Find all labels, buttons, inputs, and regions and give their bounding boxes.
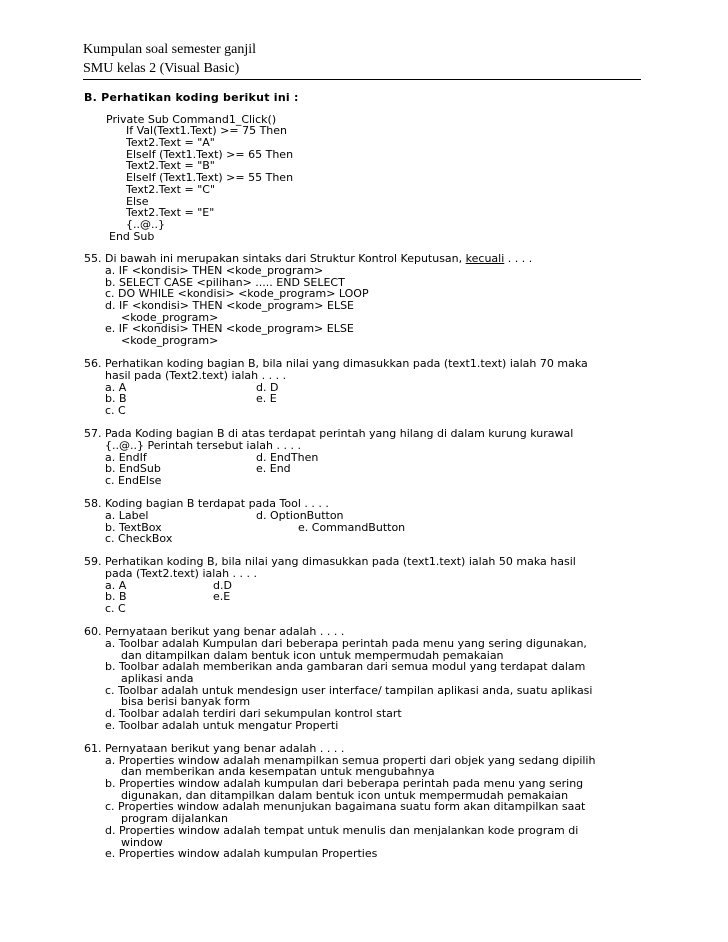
option-e-continued: <kode_program>: [121, 334, 219, 348]
header-line-1: Kumpulan soal semester ganjil: [83, 42, 257, 57]
code-line: Text2.Text = "E": [126, 206, 215, 220]
question-59: [84, 556, 644, 614]
option-e: e. End: [256, 462, 291, 476]
option-d: d. IF <kondisi> THEN <kode_program> ELSE: [105, 299, 354, 313]
question-number: 61.: [84, 742, 102, 756]
option-a-continued: dan ditampilkan dalam bentuk icon untuk mempermudah pemakaian: [121, 648, 504, 662]
header-line-2: SMU kelas 2 (Visual Basic): [83, 61, 240, 76]
option-c: c. DO WHILE <kondisi> <kode_program> LOOP: [105, 287, 369, 301]
header-divider: [83, 79, 641, 80]
option-e: e. Toolbar adalah untuk mengatur Properti: [105, 718, 339, 732]
question-56: [84, 358, 644, 416]
code-line: Private Sub Command1_Click(): [106, 112, 277, 126]
option-e: e. E: [256, 392, 277, 406]
question-text: Pernyataan berikut yang benar adalah . . . .: [105, 742, 345, 756]
option-b: b. SELECT CASE <pilihan> ..... END SELECT: [105, 275, 345, 289]
option-a: a. Toolbar adalah Kumpulan dari beberapa perintah pada menu yang sering digunakan,: [105, 637, 587, 651]
question-text: Di bawah ini merupakan sintaks dari Struktur Kontrol Keputusan, kecuali . . . .: [105, 252, 533, 266]
question-text: Pernyataan berikut yang benar adalah . . . .: [105, 625, 345, 639]
option-d: d. D: [256, 380, 279, 394]
question-number: 55.: [84, 252, 102, 266]
document-body: [84, 92, 644, 871]
question-number: 58.: [84, 497, 102, 511]
option-b: b. Properties window adalah kumpulan dari beberapa perintah pada menu yang sering: [105, 777, 584, 791]
question-55: [84, 253, 644, 347]
option-d: d. Properties window adalah tempat untuk menulis dan menjalankan kode program di: [105, 823, 579, 837]
question-text-continued: hasil pada (Text2.text) ialah . . . .: [105, 368, 287, 382]
option-e: e.E: [213, 590, 231, 604]
option-c: c. Toolbar adalah untuk mendesign user interface/ tampilan aplikasi anda, suatu aplikasi: [105, 683, 593, 697]
code-line: Text2.Text = "A": [126, 136, 215, 150]
option-b: b. B: [105, 590, 127, 604]
question-text: Pada Koding bagian B di atas terdapat perintah yang hilang di dalam kurung kurawal: [105, 427, 574, 441]
question-number: 60.: [84, 625, 102, 639]
option-a: a. IF <kondisi> THEN <kode_program>: [105, 263, 324, 277]
option-c-continued: program dijalankan: [121, 812, 228, 826]
option-c: c. EndElse: [105, 473, 162, 487]
option-d-continued: <kode_program>: [121, 310, 219, 324]
option-b: b. TextBox: [105, 520, 162, 534]
option-c: c. Properties window adalah menunjukan bagaimana suatu form akan ditampilkan saat: [105, 800, 586, 814]
question-text-continued: {..@..} Perintah tersebut ialah . . . .: [105, 438, 301, 452]
option-e: e. CommandButton: [298, 520, 406, 534]
option-c: c. CheckBox: [105, 532, 173, 546]
option-a: a. A: [105, 578, 127, 592]
section-title: B. Perhatikan koding berikut ini :: [84, 91, 299, 104]
underlined-word: kecuali: [465, 252, 505, 266]
option-a: a. Properties window adalah menampilkan semua properti dari objek yang sedang dipilih: [105, 753, 596, 767]
option-e: e. Properties window adalah kumpulan Properties: [105, 847, 378, 861]
code-line: If Val(Text1.Text) >= 75 Then: [126, 124, 288, 138]
code-line: {..@..}: [126, 217, 165, 231]
option-e: e. IF <kondisi> THEN <kode_program> ELSE: [105, 322, 354, 336]
option-d-continued: window: [121, 835, 163, 849]
option-b: b. EndSub: [105, 462, 161, 476]
code-block: [106, 114, 644, 243]
option-c-continued: bisa berisi banyak form: [121, 695, 251, 709]
option-a: a. EndIf: [105, 450, 147, 464]
question-text: Koding bagian B terdapat pada Tool . . . .: [105, 497, 329, 511]
option-b-continued: digunakan, dan ditampilkan dalam bentuk icon untuk mempermudah pemakaian: [121, 788, 569, 802]
option-b: b. Toolbar adalah memberikan anda gambaran dari semua modul yang terdapat dalam: [105, 660, 586, 674]
code-line: Text2.Text = "C": [126, 182, 215, 196]
question-58: [84, 498, 644, 545]
option-a-continued: dan memberikan anda kesempatan untuk mengubahnya: [121, 765, 435, 779]
question-60: [84, 626, 644, 731]
question-number: 59.: [84, 555, 102, 569]
option-b: b. B: [105, 392, 127, 406]
option-a: a. A: [105, 380, 127, 394]
question-text-continued: pada (Text2.text) ialah . . . .: [105, 567, 258, 581]
code-line: ElseIf (Text1.Text) >= 65 Then: [126, 147, 294, 161]
option-c: c. C: [105, 404, 126, 418]
option-d: d. OptionButton: [256, 508, 344, 522]
code-line: End Sub: [109, 229, 155, 243]
code-line: Else: [126, 194, 149, 208]
question-text: Perhatikan koding bagian B, bila nilai yang dimasukkan pada (text1.text) ialah 70 maka: [105, 357, 588, 371]
option-b-continued: aplikasi anda: [121, 672, 194, 686]
question-57: [84, 428, 644, 486]
question-number: 57.: [84, 427, 102, 441]
code-line: Text2.Text = "B": [126, 159, 215, 173]
question-number: 56.: [84, 357, 102, 371]
option-a: a. Label: [105, 508, 149, 522]
question-text: Perhatikan koding B, bila nilai yang dimasukkan pada (text1.text) ialah 50 maka hasil: [105, 555, 576, 569]
option-d: d.D: [213, 578, 232, 592]
option-d: d. Toolbar adalah terdiri dari sekumpulan kontrol start: [105, 707, 402, 721]
question-61: [84, 743, 644, 860]
page-header: [83, 40, 643, 78]
option-c: c. C: [105, 602, 126, 616]
option-d: d. EndThen: [256, 450, 319, 464]
code-line: ElseIf (Text1.Text) >= 55 Then: [126, 171, 294, 185]
